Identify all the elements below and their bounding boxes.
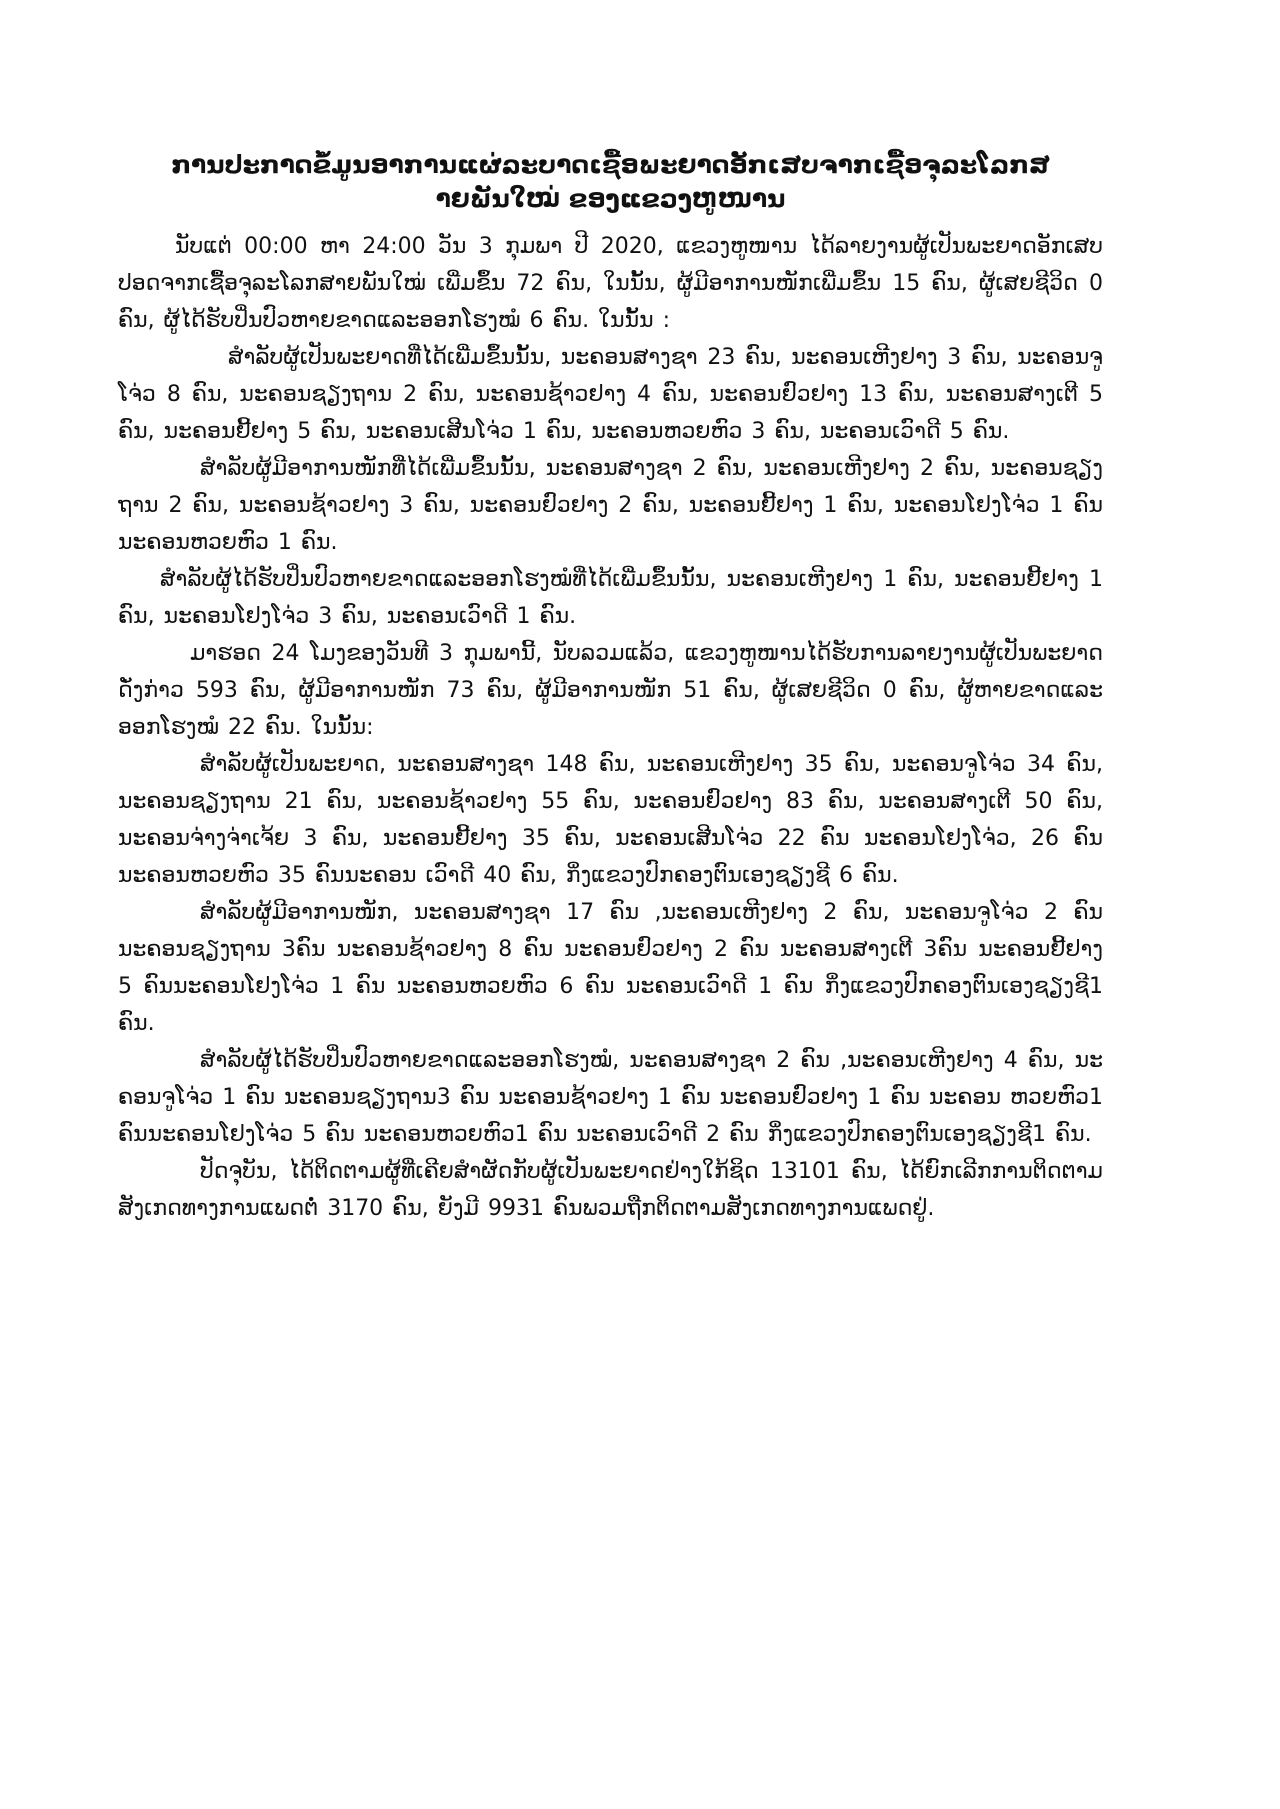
title-line-1: ການປະກາດຂໍ້ມູນອາການແຜ່ລະບາດເຊື້ອພະຍາດອັກເສບຈາກເຊື້ອຈຸລະໂລກສ bbox=[171, 150, 1050, 179]
document-page bbox=[118, 148, 1103, 1227]
paragraph-new-severe: ສຳລັບຜູ້ມີອາການໜັກທີ່ໄດ້ເພີ່ມຂຶ້ນນັ້ນ, ນະຄອນສາງຊາ 2 ຄົນ, ນະຄອນເຫີງຢາງ 2 ຄົນ, ນະຄອນຊຽງຖານ 2 ຄົນ, ນະຄອນຊ້າວຢາງ 3 ຄົນ, ນະຄອນຢົວຢາງ 2 ຄົນ, ນະຄອນຢີ້ຢາງ 1 ຄົນ, ນະຄອນໂຢງໂຈ່ວ 1 ຄົນ ນະຄອນຫວຍຫົວ 1 ຄົນ. bbox=[118, 456, 1103, 555]
paragraph-cumulative-recovered: ສຳລັບຜູ້ໄດ້ຮັບປິ່ນປົວຫາຍຂາດແລະອອກໂຮງໝໍ, ນະຄອນສາງຊາ 2 ຄົນ ,ນະຄອນເຫີງຢາງ 4 ຄົນ, ນະຄອນຈູໂຈ່ວ 1 ຄົນ ນະຄອນຊຽງຖານ3 ຄົນ ນະຄອນຊ້າວຢາງ 1 ຄົນ ນະຄອນຢົວຢາງ 1 ຄົນ ນະຄອນ ຫວຍຫົວ1 ຄົນນະຄອນໂຢງໂຈ່ວ 5 ຄົນ ນະຄອນຫວຍຫົວ1 ຄົນ ນະຄອນເວົາດີ 2 ຄົນ ກິ່ງແຂວງປົກຄອງຕົນເອງຊຽງຊີ1 ຄົນ. bbox=[118, 1048, 1103, 1147]
paragraph-cumulative-severe: ສຳລັບຜູ້ມີອາການໜັກ, ນະຄອນສາງຊາ 17 ຄົນ ,ນະຄອນເຫີງຢາງ 2 ຄົນ, ນະຄອນຈູໂຈ່ວ 2 ຄົນນະຄອນຊຽງຖານ 3ຄົນ ນະຄອນຊ້າວຢາງ 8 ຄົນ ນະຄອນຢົວຢາງ 2 ຄົນ ນະຄອນສາງເຕີ 3ຄົນ ນະຄອນຢີ້ຢາງ 5 ຄົນນະຄອນໂຢງໂຈ່ວ 1 ຄົນ ນະຄອນຫວຍຫົວ 6 ຄົນ ນະຄອນເວົາດີ 1 ຄົນ ກິ່ງແຂວງປົກຄອງຕົນເອງຊຽງຊີ1 ຄົນ. bbox=[118, 900, 1103, 1036]
document-title bbox=[118, 148, 1103, 216]
paragraph-new-recovered: ສຳລັບຜູ້ໄດ້ຮັບປິ່ນປົວຫາຍຂາດແລະອອກໂຮງໝໍທີ່ໄດ້ເພີ່ມຂຶ້ນນັ້ນ, ນະຄອນເຫີງຢາງ 1 ຄົນ, ນະຄອນຢີ້ຢາງ 1 ຄົນ, ນະຄອນໂຢງໂຈ່ວ 3 ຄົນ, ນະຄອນເວົາດີ 1 ຄົນ. bbox=[118, 567, 1103, 629]
paragraph-cumulative-summary: ມາຮອດ 24 ໂມງຂອງວັນທີ 3 ກຸມພານີ້, ນັບລວມແລ້ວ, ແຂວງຫູໜານໄດ້ຮັບການລາຍງານຜູ້ເປັນພະຍາດດັ່ງກ່າວ 593 ຄົນ, ຜູ້ມີອາການໜັກ 73 ຄົນ, ຜູ້ມີອາການໜັກ 51 ຄົນ, ຜູ້ເສຍຊີວິດ 0 ຄົນ, ຜູ້ຫາຍຂາດແລະອອກໂຮງໝໍ 22 ຄົນ. ໃນນັ້ນ: bbox=[118, 641, 1103, 740]
title-line-2: າຍພັນໃໝ່ ຂອງແຂວງຫູໜານ bbox=[435, 184, 786, 213]
paragraph-daily-summary: ນັບແຕ່ 00:00 ຫາ 24:00 ວັນ 3 ກຸມພາ ປີ 2020, ແຂວງຫູໜານ ໄດ້ລາຍງານຜູ້ເປັນພະຍາດອັກເສບປອດຈາກເຊື້ອຈຸລະໂລກສາຍພັນໃໝ່ ເພີ່ມຂຶ້ນ 72 ຄົນ, ໃນນັ້ນ, ຜູ້ມີອາການໜັກເພີ່ມຂຶ້ນ 15 ຄົນ, ຜູ້ເສຍຊີວິດ 0 ຄົນ, ຜູ້ໄດ້ຮັບປິ່ນປົວຫາຍຂາດແລະອອກໂຮງໝໍ 6 ຄົນ. ໃນນັ້ນ : bbox=[118, 234, 1103, 333]
paragraph-close-contacts: ປັດຈຸບັນ, ໄດ້ຕິດຕາມຜູ້ທີ່ເຄີຍສຳຜັດກັບຜູ້ເປັນພະຍາດຢ່າງໃກ້ຊິດ 13101 ຄົນ, ໄດ້ຍົກເລີກການຕິດຕາມສັງເກດທາງການແພດຕໍ່ 3170 ຄົນ, ຍັງມີ 9931 ຄົນພວມຖືກຕິດຕາມສັງເກດທາງການແພດຢູ່. bbox=[118, 1159, 1103, 1221]
paragraph-cumulative-cases: ສຳລັບຜູ້ເປັນພະຍາດ, ນະຄອນສາງຊາ 148 ຄົນ, ນະຄອນເຫີງຢາງ 35 ຄົນ, ນະຄອນຈູໂຈ່ວ 34 ຄົນ, ນະຄອນຊຽງຖານ 21 ຄົນ, ນະຄອນຊ້າວຢາງ 55 ຄົນ, ນະຄອນຢົວຢາງ 83 ຄົນ, ນະຄອນສາງເຕີ 50 ຄົນ, ນະຄອນຈ່າງຈ່າເຈ້ຍ 3 ຄົນ, ນະຄອນຢີ້ຢາງ 35 ຄົນ, ນະຄອນເສີນໂຈ່ວ 22 ຄົນ ນະຄອນໂຢງໂຈ່ວ, 26 ຄົນ ນະຄອນຫວຍຫົວ 35 ຄົນນະຄອນ ເວົາດີ 40 ຄົນ, ກິ່ງແຂວງປົກຄອງຕົນເອງຊຽງຊີ 6 ຄົນ. bbox=[118, 752, 1103, 888]
paragraph-new-cases: ສຳລັບຜູ້ເປັນພະຍາດທີ່ໄດ້ເພີ່ມຂຶ້ນນັ້ນ, ນະຄອນສາງຊາ 23 ຄົນ, ນະຄອນເຫີງຢາງ 3 ຄົນ, ນະຄອນຈູໂຈ່ວ 8 ຄົນ, ນະຄອນຊຽງຖານ 2 ຄົນ, ນະຄອນຊ້າວຢາງ 4 ຄົນ, ນະຄອນຢົວຢາງ 13 ຄົນ, ນະຄອນສາງເຕີ 5 ຄົນ, ນະຄອນຢີ້ຢາງ 5 ຄົນ, ນະຄອນເສີນໂຈ່ວ 1 ຄົນ, ນະຄອນຫວຍຫົວ 3 ຄົນ, ນະຄອນເວົາດີ 5 ຄົນ. bbox=[118, 345, 1103, 444]
